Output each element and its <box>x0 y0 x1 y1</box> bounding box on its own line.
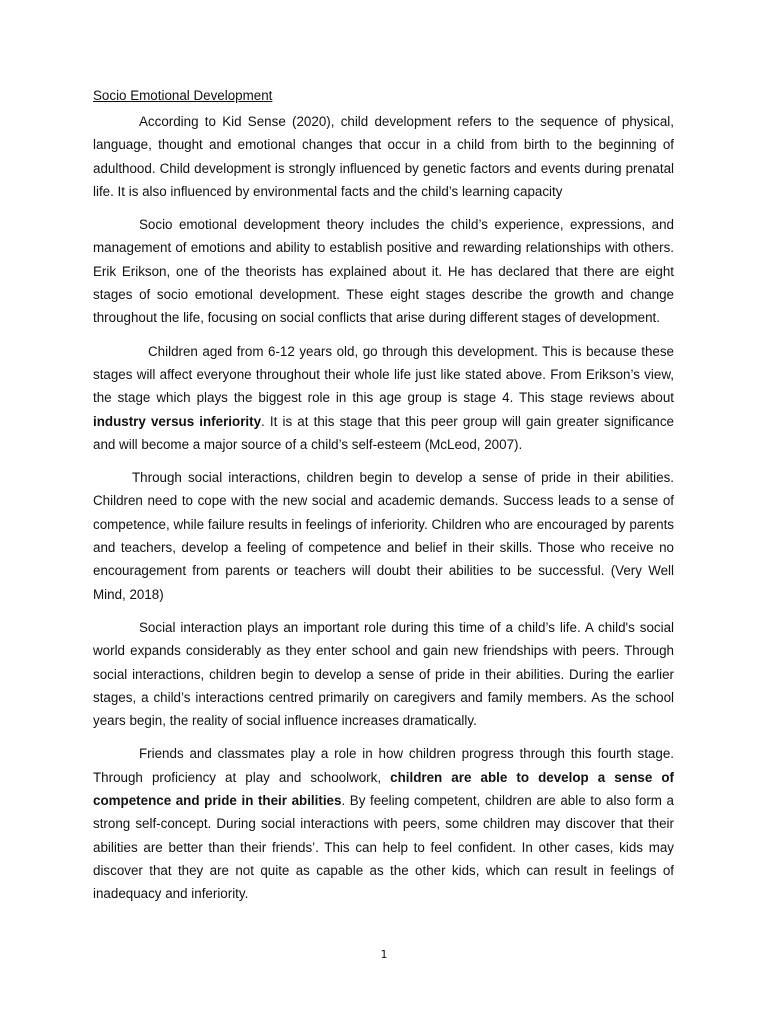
page-number: 1 <box>380 948 388 961</box>
paragraph-6 <box>93 742 674 905</box>
paragraph-5: Social interaction plays an important role during this time of a child’s life. A child's social world expands considerably as they enter school and gain new friendships with peers. Through social interactions, children begin to develop a sense of pride in their abilities. During the earlier stages, a child’s interactions centred primarily on caregivers and family members. As the school years begin, the reality of social influence increases dramatically. <box>93 619 674 729</box>
paragraph-3-text-b: . It is at this stage that this peer group will gain greater significance and will become a major source of a child’s self-esteem (McLeod, 2007). <box>93 413 674 452</box>
paragraph-3 <box>93 340 674 456</box>
paragraph-4: Through social interactions, children begin to develop a sense of pride in their abilities. Children need to cope with the new social and academic demands. Success leads to a sense of competence, while failure results in feelings of inferiority. Children who are encouraged by parents and teachers, develop a feeling of competence and belief in their skills. Those who receive no encouragement from parents or teachers will doubt their abilities to be successful. (Very Well Mind, 2018) <box>93 470 674 602</box>
paragraph-3-text-a: Children aged from 6-12 years old, go through this development. This is because these stages will affect everyone throughout their whole life just like stated above. From Erikson’s view, the stage which plays the biggest role in this age group is stage 4. This stage reviews about <box>93 343 674 406</box>
paragraph-3-bold: industry versus inferiority <box>93 413 262 429</box>
document-title: Socio Emotional Development <box>93 88 273 103</box>
paragraph-6-text-a: Friends and classmates play a role in how children progress through this fourth stage. Through proficiency at play and schoolwork, <box>93 746 674 785</box>
paragraph-6-bold: children are able to develop a sense of competence and pride in their abilities <box>93 769 674 809</box>
paragraph-1: According to Kid Sense (2020), child development refers to the sequence of physical, language, thought and emotional changes that occur in a child from birth to the beginning of adulthood. Child development is strongly influenced by genetic factors and events during prenatal life. It is also influenced by environmental facts and the child’s learning capacity <box>93 114 674 199</box>
paragraph-2: Socio emotional development theory includes the child’s experience, expressions, and management of emotions and ability to establish positive and rewarding relationships with others. Erik Erikson, one of the theorists has explained about it. He has declared that there are eight stages of socio emotional development. These eight stages describe the growth and change throughout the life, focusing on social conflicts that arise during different stages of development. <box>93 217 674 326</box>
paragraph-6-text-b: . By feeling competent, children are able to also form a strong self-concept. During social interactions with peers, some children may discover that their abilities are better than their friends’. This can help to feel confident. In other cases, kids may discover that they are not quite as capable as the other kids, which can result in feelings of inadequacy and inferiority. <box>93 793 674 902</box>
document-body <box>93 86 674 916</box>
